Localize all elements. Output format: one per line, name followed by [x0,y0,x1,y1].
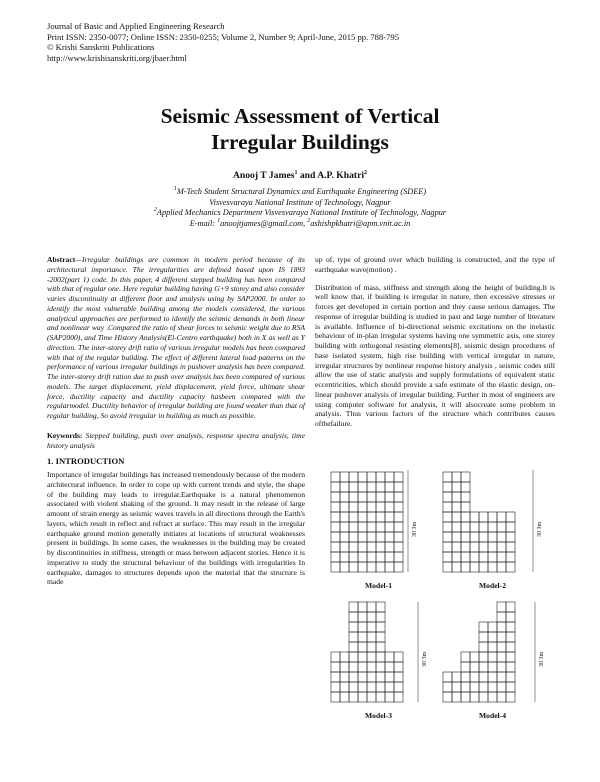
right-paragraph-1: up of, type of ground over which building is constructed, and the type of earthquake wave(motion) . [315,255,555,274]
intro-heading: 1. INTRODUCTION [47,456,125,467]
affiliation-1 [0,187,600,198]
affiliation-2-sup: 2 [153,207,157,214]
model-1-dim: 30 3m [412,521,418,537]
author-line [0,170,600,181]
paper-title [0,103,600,155]
right-paragraph-2: Distribution of mass, stiffness and strength along the height of building.It is well know that, if building is irregular in nature, then excessive stresses or forces get developed in certain portion and they cause serious damages. The response of irregular building is studied in past and large number of literature is available. Influence of bi-directional seismic excitations on the inelastic behaviour of in-plan irregular systems having one symmetric axis, one storey building with orthogonal resisting elements[8], seismic design procedures of base isolated system, high rise building with vertical irregular in nature, irregular structures by nonlinear response history analysis , seismic codes still allow the use of static analysis and supply formulations of equivalent static eccentricities, which should provide a safe estimate of the elastic design, on-linear pushover analysis of irregular building. Further in most of engineers are using computer software for analysis, it will alsocreate some problem in analysis. Thus various factors of the structure which contributes causes ofthefailure. [315,282,555,428]
email-1[interactable]: anoojtjames@gmail.com, [220,218,308,228]
issn-line: Print ISSN: 2350-0077; Online ISSN: 2350-0255; Volume 2, Number 9; April-June, 2015 pp. 788-795 [47,31,400,42]
affiliation-1-city: Visvesvaraya National Institute of Technology, Nagpur [209,197,391,207]
journal-name: Journal of Basic and Applied Engineering Research [47,21,225,31]
affiliation-2-text: Applied Mechanics Department Visvesvaraya National Institute of Technology, Nagpur [156,208,447,218]
journal-header [47,21,399,63]
author-2-sup: 2 [364,169,368,176]
model-2-label: Model-2 [479,581,506,590]
author-1: Anooj T James [232,170,295,181]
title-line-1: Seismic Assessment of Vertical [160,104,440,128]
affiliation-1-sup: 1 [173,186,177,193]
model-1-label: Model-1 [365,581,392,590]
email-2-sup: 2 [307,218,311,225]
abstract [47,255,305,421]
abstract-text: —Irregular buildings are common in modern period because of its architectural importance. The irregularities are defined based upon IS 1893 -2002(part 1) code. In this paper, 4 different stepped building has been compared with that of regular one. Here regular building having G+9 storey and also consider varies discontinuity at different floor and analysis using by SAP2000. In order to identify the most vulnerable building among the models considered, the various analytical approaches are performed to identify the seismic demands in both linear and nonlinear way .Compared the ratio of shear forces to seismic weight due to RSA (SAP2000), and Time History Analysis(El-Centro earthquake) both in X as well as Y direction. The inter-storey drift ratio of various irregular models has been compared with that of the regular building. The effect of different lateral load patterns on the performance of various irregular buildings in pushover analysis has been compared. The inter-storey drift ration due to push over analysis has been compared of various models. The target displacement, yield displacement, yield force, ultimate shear force, ductility capacity and ductility capacity hasbeen compared with the regularmodel. Ductility behavior of irregular building are found weaker than that of regular building, So avoid irregular in building as much as possible. [47,255,305,420]
model-2-diagram [443,470,543,590]
author-and: and [297,170,318,181]
model-3-label: Model-3 [365,711,392,720]
email-1-sup: 1 [217,218,221,225]
email-2[interactable]: ashishpkhatri@apm.vnit.ac.in [310,218,411,228]
affiliation-1-text: M-Tech Student Structural Dynamics and Earthquake Engineering (SDEE) [176,187,427,196]
abstract-label: Abstract [47,255,76,264]
keywords-label: Keywords: [47,430,83,440]
title-line-2: Irregular Buildings [211,130,389,154]
publisher-line: © Krishi Sanskriti Publications [47,42,155,53]
keywords-text: Stepped building, push over analysis, response spectra analysis, time history analysis [47,430,305,450]
email-prefix: E-mail: [189,218,218,228]
intro-text: Importance of irregular buildings has increased tremendously because of the modern architectural influence. In order to cope up with current trends and style, the shape of the building may leads to irregular.Earthquake is a natural phenomenon associated with violent shaking of the ground. It may result in the release of large amount of strain energy as seismic waves travels in all directions through the Earth's layers, which result in reflect and refract at surface. This may result in the irregular earthquake ground motion generally initiates at locations of structural weaknesses present in buildings. In some cases, the weaknesses in the building may be created by discontinuities in stiffness, strength or mass between adjacent stories. Hence it is imperative to study the structural behaviour of the buildings with irregularities In earthquake, damages to structures depends upon the material that the structure is made [47,470,305,587]
building-models-figure [315,462,555,782]
model-1-diagram [331,470,418,590]
journal-url[interactable]: http://www.krishisanskriti.org/jbaer.html [47,52,187,63]
affiliations [0,187,600,229]
right-column [315,255,555,429]
model-4-diagram [443,602,545,720]
model-3-dim: 30 3m [422,651,428,667]
keywords [47,431,305,451]
author-1-sup: 1 [294,169,298,176]
author-2: A.P. Khatri [317,170,365,181]
model-3-diagram [331,602,428,720]
affiliation-2 [0,208,600,219]
model-4-label: Model-4 [479,711,506,720]
model-4-dim: 30 3m [539,651,545,667]
left-column [47,255,305,587]
model-2-dim: 30 3m [537,521,543,537]
email-line [0,219,600,230]
